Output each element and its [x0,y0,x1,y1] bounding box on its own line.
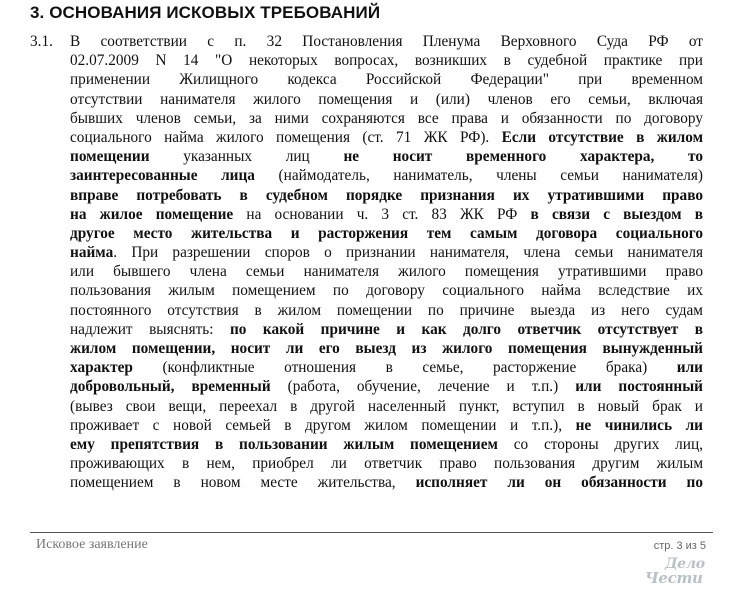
bold-text: характер [70,359,133,377]
paragraph-line [70,281,703,300]
text-run: 02.07.2009 N 14 "О некоторых вопросах, возникших в судебной практике при [70,52,703,70]
bold-text: не чинились ли [575,416,703,434]
bold-text: по какой причине и как долго ответчик отсутствует в [229,320,703,338]
text-run: надлежит выяснять: [70,320,230,338]
bold-text: жилом помещении, носит ли его выезд из жилого помещения вынужденный [70,340,703,357]
bold-text: или постоянный [575,378,703,396]
bold-text: заинтересованные лица [70,167,255,185]
logo-text-line2: Чести [645,569,703,587]
paragraph-line [70,243,703,262]
paragraph-line [70,320,703,339]
bold-text: на жилое помещение [70,205,234,223]
paragraph-line [70,224,703,243]
text-run: В соответствии с п. 32 Постановления Пленума Верховного Суда РФ от [70,33,703,50]
section-heading: 3. ОСНОВАНИЯ ИСКОВЫХ ТРЕБОВАНИЙ [30,3,381,22]
paragraph-3-1 [70,32,703,493]
bold-text: Если отсутствие в жилом [501,128,703,146]
text-run: бывших членов семьи, за ними сохраняются все права и обязанности по договору [70,109,703,127]
footer-document-title: Исковое заявление [36,537,148,552]
text-run: применении Жилищного кодекса Российской Федерации" при временном [70,71,703,89]
logo-text-line1: Дело [665,556,705,572]
paragraph-line [70,416,703,435]
footer-divider [30,532,713,533]
paragraph-line [70,301,703,320]
paragraph-line [70,454,703,473]
item-number: 3.1. [30,33,53,50]
text-run: отсутствии нанимателя жилого помещения и (или) членов его семьи, включая [70,90,703,108]
paragraph-line [70,166,703,185]
bold-text: или [676,359,703,377]
paragraph-line [70,51,703,70]
text-run: . При разрешении споров о признании нанимателя, члена семьи нанимателя [113,244,703,262]
bold-text: добровольный, временный [70,378,271,396]
paragraph-line [70,435,703,454]
paragraph-line [70,147,703,166]
text-run: указанных лиц [149,148,344,166]
text-run: (наймодатель, наниматель, члены семьи нанимателя) [254,167,703,185]
bold-text: помещении [70,148,150,166]
paragraph-line [70,32,703,51]
bold-text: вправе потребовать в судебном порядке признания их утратившими право [70,186,703,204]
text-run: помещением в новом месте жительства, [70,474,416,492]
bold-text: исполняет ли он обязанности по [415,474,703,492]
page-number: стр. 3 из 5 [653,540,706,552]
paragraph-line [70,377,703,396]
paragraph-line [70,262,703,281]
paragraph-line [70,397,703,416]
paragraph-line [70,109,703,128]
text-run: пользования жилым помещением по договору социального найма вследствие их [70,282,703,300]
bold-text: другое место жительства и расторжения тем самым договора социального [70,224,703,242]
paragraph-line [70,90,703,109]
delo-chesti-logo [645,556,711,588]
text-run: со стороны других лиц, [497,435,704,453]
text-run: (работа, обучение, лечение и т.п.) [270,378,576,396]
paragraph-line [70,128,703,147]
paragraph-line [70,70,703,89]
bold-text: не носит временного характера, то [343,148,704,166]
paragraph-line [70,339,703,358]
paragraph-line [70,186,703,205]
text-run: социального найма жилого помещения (ст. 71 ЖК РФ). [70,128,502,146]
bold-text: ему препятствия в пользовании жилым помещением [70,435,498,453]
text-run: проживает с новой семьей в другом жилом помещении и т.п.), [70,416,576,434]
text-run: (вывез свои вещи, переехал в другой населенный пункт, вступил в новый брак и [70,397,703,415]
paragraph-line [70,473,703,492]
text-run: проживающих в нем, приобрел ли ответчик право пользования другим жилым [70,455,703,473]
bold-text: найма [70,244,114,262]
text-run: или бывшего члена семьи нанимателя жилого помещения утратившими право [70,263,703,281]
text-run: на основании ч. 3 ст. 83 ЖК РФ [233,205,531,223]
paragraph-line [70,358,703,377]
text-run: постоянного отсутствия в жилом помещении по причине выезда из него судам [70,301,703,319]
text-run: (конфликтные отношения в семье, расторжение брака) [132,359,677,377]
bold-text: в связи с выездом в [530,205,703,223]
paragraph-line [70,205,703,224]
